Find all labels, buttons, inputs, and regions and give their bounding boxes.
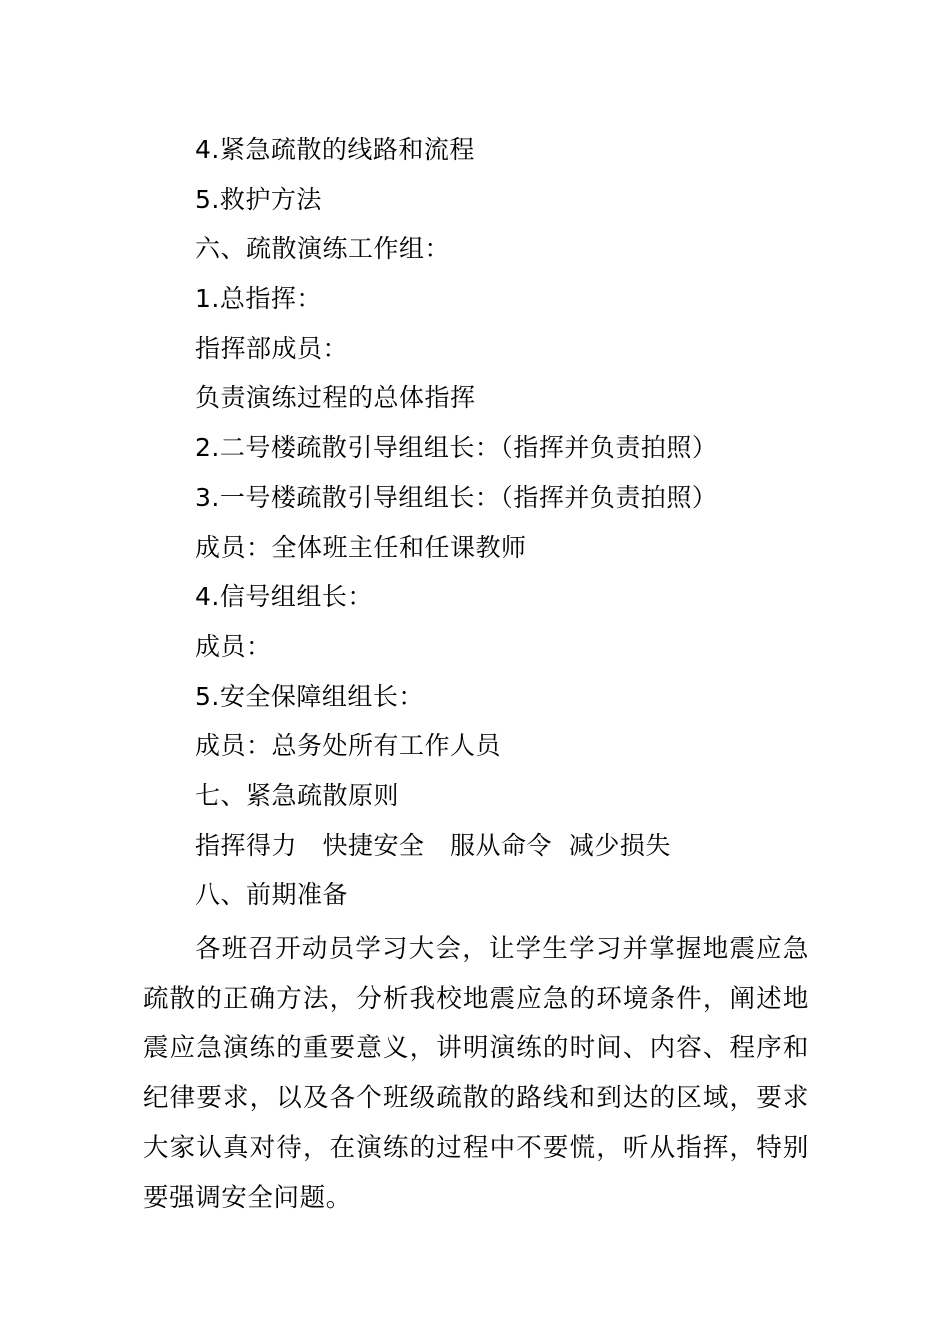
line-rescue-method: 5.救护方法 (195, 184, 322, 214)
line-hq-members: 指挥部成员： (195, 333, 349, 363)
line-safety-leader: 5.安全保障组组长： (195, 681, 424, 711)
line-signal-members: 成员： (195, 631, 272, 661)
line-overall-command: 负责演练过程的总体指挥 (195, 383, 476, 413)
line-principles: 指挥得力 快捷安全 服从命令 减少损失 (195, 830, 671, 860)
line-guide-members: 成员：全体班主任和任课教师 (195, 532, 527, 562)
line-building1-leader: 3.一号楼疏散引导组组长：（指挥并负责拍照） (195, 482, 718, 512)
section-heading-preparation: 八、前期准备 (195, 880, 349, 910)
line-safety-members: 成员：总务处所有工作人员 (195, 731, 502, 761)
preparation-paragraph: 各班召开动员学习大会，让学生学习并掌握地震应急疏散的正确方法，分析我校地震应急的环境条件，阐述地震应急演练的重要意义，讲明演练的时间、内容、程序和纪律要求，以及各个班级疏散的路线和到达的区域，要求大家认真对待，在演练的过程中不要慌，听从指挥，特别要强调安全问题。 (143, 934, 809, 1213)
line-evacuation-route: 4.紧急疏散的线路和流程 (195, 135, 475, 164)
line-signal-leader: 4.信号组组长： (195, 582, 373, 612)
document-lines (195, 130, 717, 925)
section-heading-principles: 七、紧急疏散原则 (195, 780, 400, 810)
line-building2-leader: 2.二号楼疏散引导组组长：（指挥并负责拍照） (195, 433, 718, 463)
line-commander: 1.总指挥： (195, 284, 322, 314)
section-heading-work-group: 六、疏散演练工作组： (195, 234, 451, 264)
